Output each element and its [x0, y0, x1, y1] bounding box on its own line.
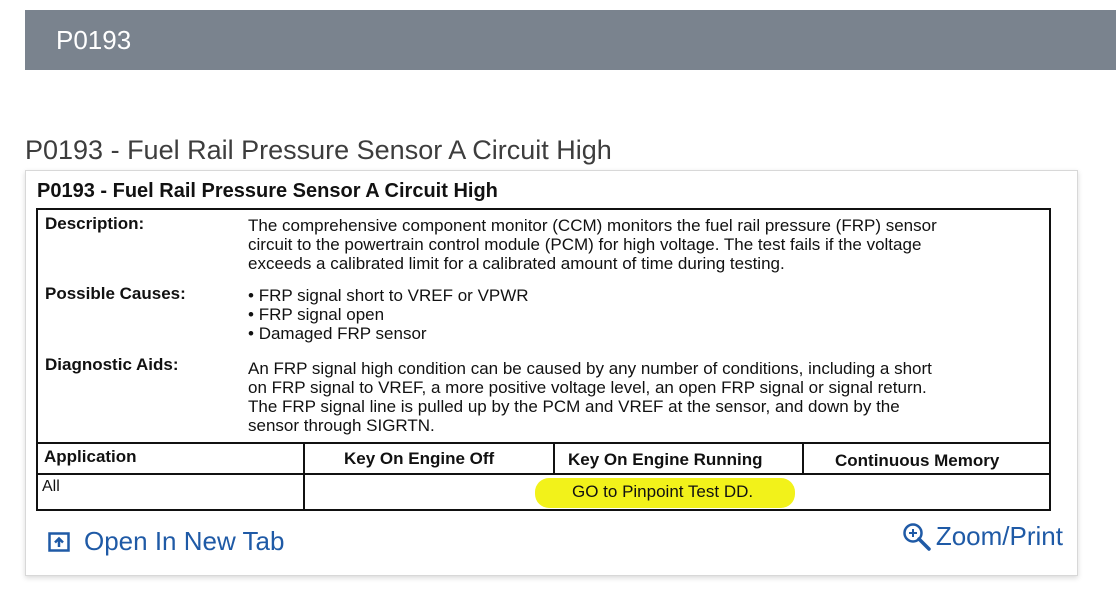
diagnostic-aids-text	[248, 359, 1038, 435]
table-header-koer: Key On Engine Running	[568, 450, 763, 469]
pinpoint-test-text: GO to Pinpoint Test DD.	[572, 482, 754, 501]
table-header-application: Application	[44, 447, 137, 466]
table-divider	[802, 442, 804, 475]
table-cell-application: All	[42, 478, 60, 495]
zoom-in-icon	[902, 522, 932, 552]
list-item: • FRP signal open	[248, 305, 1038, 324]
diagnostic-aids-line: on FRP signal to VREF, a more positive voltage level, an open FRP signal or signal return.	[248, 378, 927, 397]
table-divider	[38, 442, 1049, 444]
page-title: P0193	[56, 24, 132, 55]
table-divider	[553, 442, 555, 475]
zoom-print-label: Zoom/Print	[935, 521, 1063, 551]
description-line: exceeds a calibrated limit for a calibrated amount of time during testing.	[248, 254, 785, 273]
dtc-document	[36, 208, 1051, 511]
description-line: The comprehensive component monitor (CCM) monitors the fuel rail pressure (FRP) sensor	[248, 216, 937, 235]
description-label: Description:	[45, 214, 145, 233]
page-header	[25, 10, 1116, 70]
diagnostic-aids-label: Diagnostic Aids:	[45, 355, 179, 374]
document-card	[25, 170, 1078, 576]
table-header-continuous-memory: Continuous Memory	[835, 451, 1000, 470]
table-divider	[303, 442, 305, 511]
possible-causes-list	[248, 286, 1038, 343]
zoom-print-link[interactable]	[902, 521, 1063, 552]
list-item: • FRP signal short to VREF or VPWR	[248, 286, 1038, 305]
open-new-tab-label: Open In New Tab	[84, 526, 285, 556]
open-in-new-tab-icon	[48, 532, 70, 552]
diagnostic-aids-line: An FRP signal high condition can be caused by any number of conditions, including a short	[248, 359, 932, 378]
possible-causes-label: Possible Causes:	[45, 284, 186, 303]
table-divider	[38, 473, 1049, 475]
diagnostic-aids-line: The FRP signal line is pulled up by the PCM and VREF at the sensor, and down by the	[248, 397, 900, 416]
document-title: P0193 - Fuel Rail Pressure Sensor A Circuit High	[37, 180, 498, 202]
open-new-tab-link[interactable]	[48, 526, 284, 557]
diagnostic-aids-line: sensor through SIGRTN.	[248, 416, 435, 435]
description-line: circuit to the powertrain control module (PCM) for high voltage. The test fails if the voltage	[248, 235, 922, 254]
list-item: • Damaged FRP sensor	[248, 324, 1038, 343]
description-text	[248, 216, 1038, 273]
table-header-koeo: Key On Engine Off	[344, 449, 495, 468]
section-title: P0193 - Fuel Rail Pressure Sensor A Circuit High	[25, 135, 612, 165]
